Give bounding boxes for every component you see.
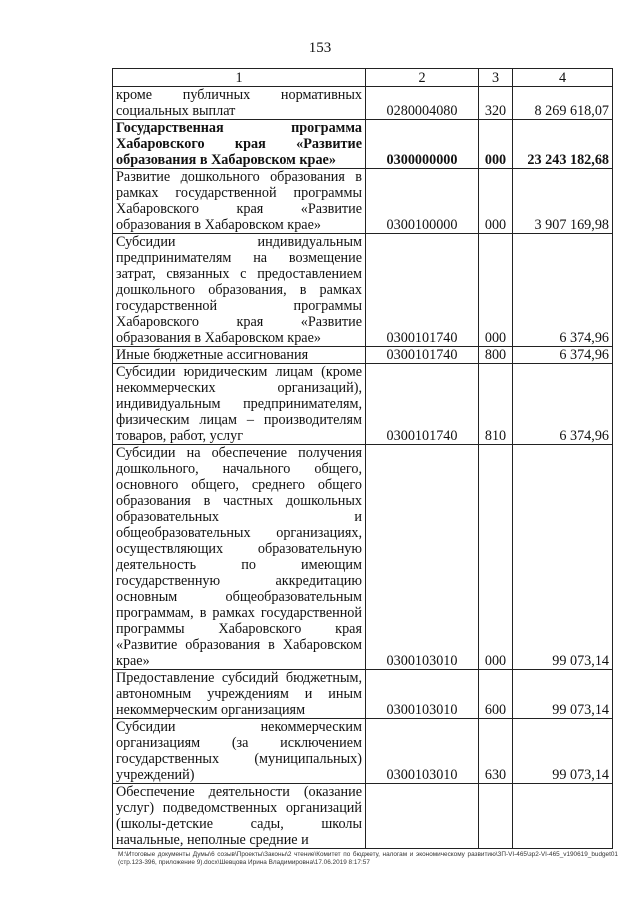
row-code: 0280004080 bbox=[366, 87, 479, 120]
table-row bbox=[113, 670, 613, 719]
row-description: Обеспечение деятельности (оказание услуг) подведомственных организаций (школы-детские сады, школы начальные, неполные средние и bbox=[113, 784, 366, 849]
row-description: Развитие дошкольного образования в рамках государственной программы Хабаровского края «Развитие образования в Хабаровском крае» bbox=[113, 169, 366, 234]
budget-table bbox=[112, 68, 613, 849]
table-row bbox=[113, 120, 613, 169]
row-code: 0300100000 bbox=[366, 169, 479, 234]
header-cell-4: 4 bbox=[513, 69, 613, 87]
row-description: Субсидии на обеспечение получения дошкольного, начального общего, основного общего, среднего общего образования в частных дошкольных образовательных и общеобразовательных организациях, осуществляющих образовательную деятельность по имеющим государственную аккредитацию основным общеобразовательным программам, в рамках государственной программы Хабаровского края «Развитие образования в Хабаровском крае» bbox=[113, 445, 366, 670]
file-path-footer: М:\Итоговые документы Думы\6 созыв\Проекты\Законы\2 чтение\Комитет по бюджету, налогам и экономическому развитию\ЗП-VI-465\зр2-VI-465_v190619_budget01 (стр.123-396, приложение 9).docx\Шевцова Ирина Владимировна\17.06.2019 8:17:57 bbox=[118, 851, 618, 866]
row-type-code: 630 bbox=[479, 719, 513, 784]
row-code: 0300103010 bbox=[366, 445, 479, 670]
table-header-row bbox=[113, 69, 613, 87]
row-code: 0300000000 bbox=[366, 120, 479, 169]
table-row bbox=[113, 347, 613, 364]
row-description: Предоставление субсидий бюджетным, автономным учреждениям и иным некоммерческим организациям bbox=[113, 670, 366, 719]
row-type-code: 000 bbox=[479, 445, 513, 670]
row-type-code: 600 bbox=[479, 670, 513, 719]
table-row bbox=[113, 784, 613, 849]
table-row bbox=[113, 719, 613, 784]
header-cell-2: 2 bbox=[366, 69, 479, 87]
row-code: 0300103010 bbox=[366, 719, 479, 784]
table-row bbox=[113, 364, 613, 445]
row-description: Субсидии некоммерческим организациям (за исключением государственных (муниципальных) учреждений) bbox=[113, 719, 366, 784]
row-description: Субсидии юридическим лицам (кроме некоммерческих организаций), индивидуальным предпринимателям, физическим лицам – производителям товаров, работ, услуг bbox=[113, 364, 366, 445]
header-cell-1: 1 bbox=[113, 69, 366, 87]
row-amount: 99 073,14 bbox=[513, 670, 613, 719]
table-row bbox=[113, 169, 613, 234]
table-row bbox=[113, 445, 613, 670]
row-code: 0300101740 bbox=[366, 347, 479, 364]
row-amount: 8 269 618,07 bbox=[513, 87, 613, 120]
row-amount bbox=[513, 784, 613, 849]
row-type-code bbox=[479, 784, 513, 849]
row-code: 0300101740 bbox=[366, 234, 479, 347]
row-amount: 99 073,14 bbox=[513, 719, 613, 784]
row-type-code: 800 bbox=[479, 347, 513, 364]
table-row bbox=[113, 234, 613, 347]
row-type-code: 000 bbox=[479, 120, 513, 169]
row-amount: 99 073,14 bbox=[513, 445, 613, 670]
row-type-code: 320 bbox=[479, 87, 513, 120]
row-type-code: 000 bbox=[479, 169, 513, 234]
row-amount: 6 374,96 bbox=[513, 347, 613, 364]
row-amount: 6 374,96 bbox=[513, 234, 613, 347]
table-row bbox=[113, 87, 613, 120]
row-amount: 3 907 169,98 bbox=[513, 169, 613, 234]
row-amount: 23 243 182,68 bbox=[513, 120, 613, 169]
row-type-code: 000 bbox=[479, 234, 513, 347]
row-description: кроме публичных нормативных социальных выплат bbox=[113, 87, 366, 120]
row-description: Иные бюджетные ассигнования bbox=[113, 347, 366, 364]
row-description: Государственная программа Хабаровского края «Развитие образования в Хабаровском крае» bbox=[113, 120, 366, 169]
row-type-code: 810 bbox=[479, 364, 513, 445]
row-amount: 6 374,96 bbox=[513, 364, 613, 445]
page-number: 153 bbox=[308, 40, 332, 56]
row-code: 0300101740 bbox=[366, 364, 479, 445]
row-description: Субсидии индивидуальным предпринимателям на возмещение затрат, связанных с предоставлением дошкольного образования, в рамках государственной программы Хабаровского края «Развитие образования в Хабаровском крае» bbox=[113, 234, 366, 347]
row-code: 0300103010 bbox=[366, 670, 479, 719]
header-cell-3: 3 bbox=[479, 69, 513, 87]
row-code bbox=[366, 784, 479, 849]
